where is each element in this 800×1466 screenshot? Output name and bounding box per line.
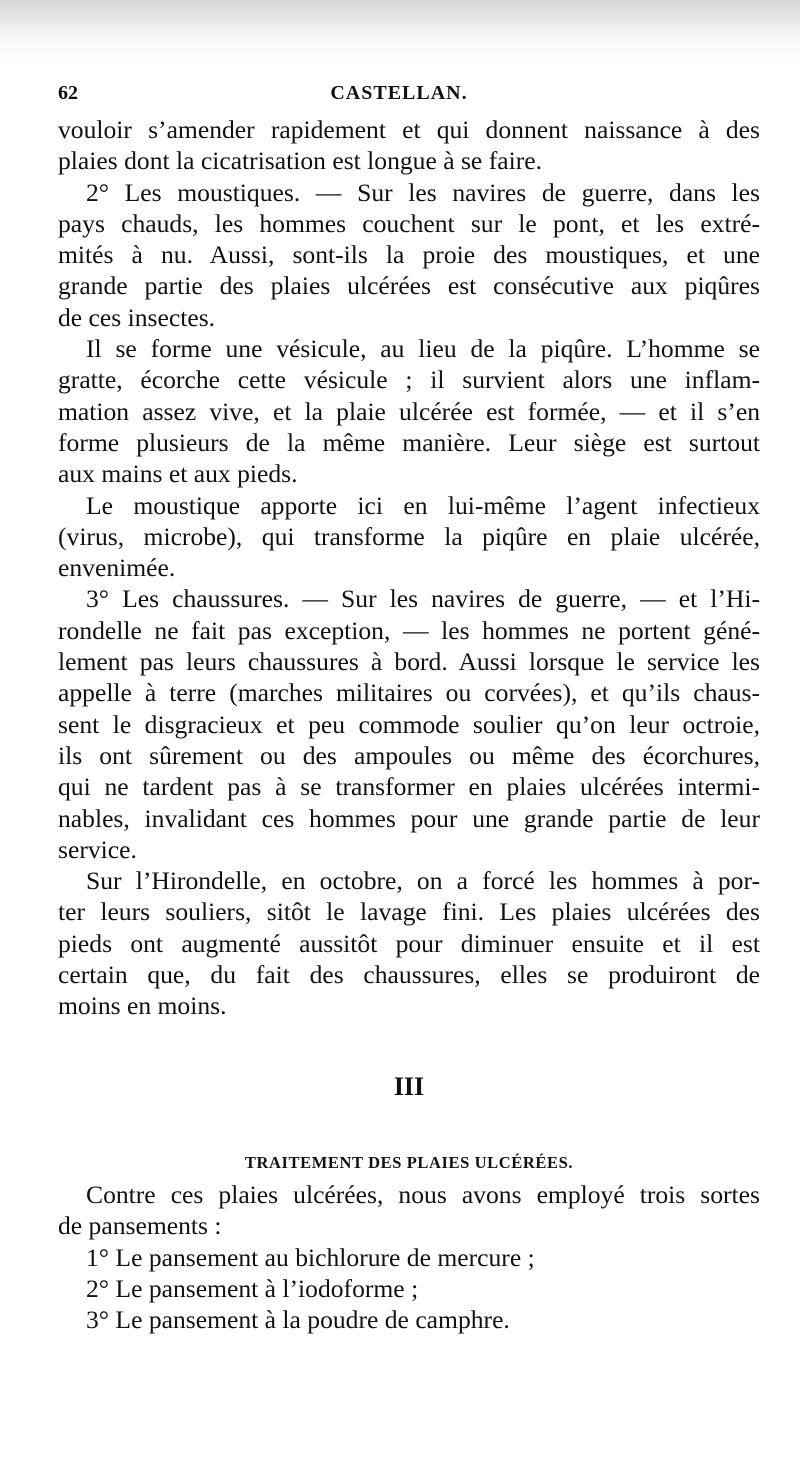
text-line: gratte, écorche cette vésicule ; il survient alors une inflam-	[58, 365, 760, 395]
running-head: CASTELLAN.	[330, 82, 468, 104]
text-line: appelle à terre (marches militaires ou corvées), et qu’ils chaus-	[58, 678, 760, 708]
text-line: grande partie des plaies ulcérées est consécutive aux piqûres	[58, 271, 760, 301]
text-line: pieds ont augmenté aussitôt pour diminuer ensuite et il est	[58, 928, 760, 958]
text-line: moins en moins.	[58, 991, 227, 1021]
text-line: Contre ces plaies ulcérées, nous avons employé trois sortes	[86, 1180, 760, 1209]
page-header	[58, 82, 740, 112]
text-line: 2° Le pansement à l’iodoforme ;	[86, 1273, 419, 1303]
text-line: service.	[58, 834, 137, 864]
body-text-continued	[58, 1179, 760, 1335]
text-line: envenimée.	[58, 553, 176, 583]
text-line: ils ont sûrement ou des ampoules ou même des écorchures,	[58, 740, 760, 770]
text-line: mation assez vive, et la plaie ulcérée est formée, — et il s’en	[58, 396, 760, 426]
text-line: aux mains et aux pieds.	[58, 459, 298, 489]
section-title: TRAITEMENT DES PLAIES ULCÉRÉES.	[244, 1153, 574, 1172]
text-line: de pansements :	[58, 1211, 222, 1241]
text-line: nables, invalidant ces hommes pour une grande partie de leur	[58, 803, 760, 833]
text-line: Le moustique apporte ici en lui-même l’agent infectieux	[86, 490, 760, 520]
text-line: certain que, du fait des chaussures, elles se produiront de	[58, 960, 760, 990]
section-number: III	[393, 1072, 425, 1101]
text-line: Sur l’Hirondelle, en octobre, on a forcé les hommes à por-	[86, 866, 760, 896]
scan-edge-shadow	[0, 0, 800, 62]
text-line: forme plusieurs de la même manière. Leur siège est surtout	[58, 427, 760, 457]
text-line: qui ne tardent pas à se transformer en plaies ulcérées intermi-	[58, 772, 760, 802]
text-line: Il se forme une vésicule, au lieu de la piqûre. L’homme se	[86, 334, 760, 364]
text-line: 3° Le pansement à la poudre de camphre.	[86, 1305, 510, 1335]
text-line: 2° Les moustiques. — Sur les navires de guerre, dans les	[86, 177, 760, 207]
text-line: (virus, microbe), qui transforme la piqûre en plaie ulcérée,	[58, 521, 760, 551]
text-line: pays chauds, les hommes couchent sur le pont, et les extré-	[58, 208, 760, 238]
body-text	[58, 114, 760, 1022]
text-line: lement pas leurs chaussures à bord. Aussi lorsque le service les	[58, 647, 760, 677]
text-line: vouloir s’amender rapidement et qui donnent naissance à des	[58, 115, 760, 144]
text-line: 1° Le pansement au bichlorure de mercure ;	[86, 1242, 535, 1272]
text-line: mités à nu. Aussi, sont-ils la proie des moustiques, et une	[58, 240, 760, 270]
text-line: de ces insectes.	[58, 302, 216, 332]
text-line: sent le disgracieux et peu commode soulier qu’on leur octroie,	[58, 709, 760, 739]
page-number: 62	[58, 82, 78, 104]
text-line: rondelle ne fait pas exception, — les hommes ne portent géné-	[58, 615, 760, 645]
text-line: ter leurs souliers, sitôt le lavage fini. Les plaies ulcérées des	[58, 897, 760, 927]
text-line: 3° Les chaussures. — Sur les navires de guerre, — et l’Hi-	[86, 584, 760, 614]
text-line: plaies dont la cicatrisation est longue à se faire.	[58, 146, 542, 176]
